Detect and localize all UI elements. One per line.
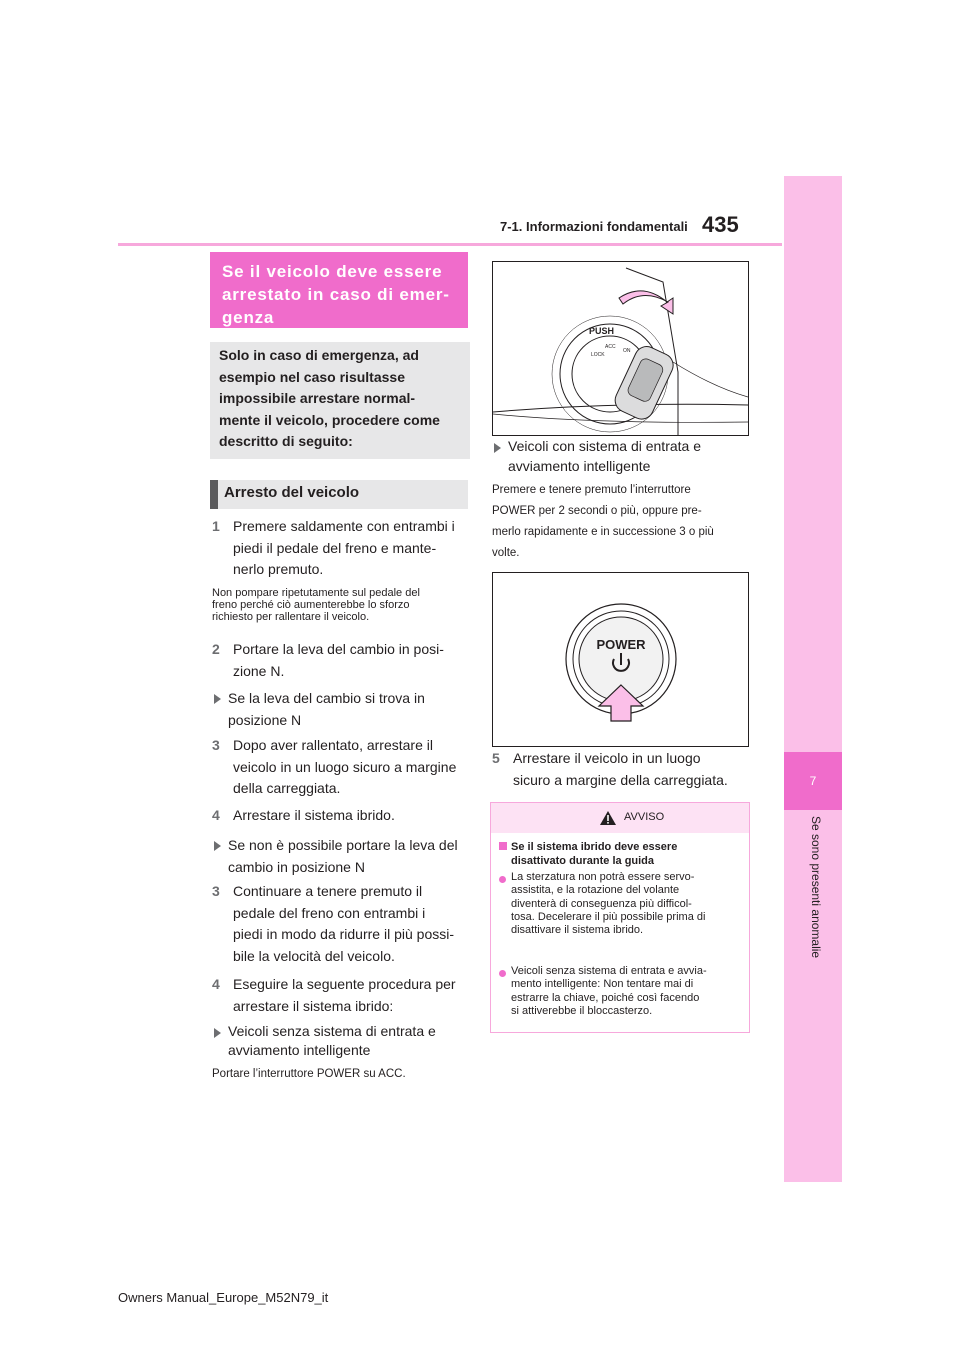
step-3a bbox=[212, 735, 470, 800]
note-line: POWER per 2 secondi o più, oppure pre- bbox=[492, 505, 702, 517]
subtitle-line: Se il sistema ibrido deve essere bbox=[511, 841, 678, 853]
note-line: merlo rapidamente e in successione 3 o più bbox=[492, 526, 714, 538]
lock-label: LOCK bbox=[591, 352, 605, 358]
step-line: Premere saldamente con entrambi i bbox=[233, 518, 455, 534]
step-line: Portare la leva del cambio in posi- bbox=[233, 641, 444, 657]
intro-line: esempio nel caso risultasse bbox=[219, 368, 405, 385]
ignition-key-illustration bbox=[493, 262, 748, 435]
bullet-lever-in-n bbox=[212, 688, 470, 731]
bullet-line: avviamento intelligente bbox=[508, 457, 651, 474]
step-5 bbox=[492, 748, 750, 791]
step-line: piedi il pedale del freno e mante- bbox=[233, 539, 437, 556]
step-number: 4 bbox=[212, 976, 220, 992]
heading-line: Se il veicolo deve essere bbox=[222, 262, 443, 281]
intro-box bbox=[210, 342, 470, 459]
step-line: Arrestare il veicolo in un luogo bbox=[513, 750, 701, 766]
step-number: 3 bbox=[212, 883, 220, 899]
step-line: sicuro a margine della carreggiata. bbox=[513, 771, 728, 788]
power-label: POWER bbox=[596, 637, 646, 652]
header-rule bbox=[118, 243, 782, 246]
bullet-without-smart-entry bbox=[212, 1022, 470, 1060]
ignition-key-figure bbox=[492, 261, 749, 436]
side-tab-band bbox=[784, 176, 842, 1182]
intro-line: impossibile arrestare normal- bbox=[219, 390, 416, 407]
bullet-line: Veicoli senza sistema di entrata e bbox=[228, 1023, 436, 1039]
step-line: Arrestare il sistema ibrido. bbox=[233, 807, 395, 823]
step-number: 1 bbox=[212, 518, 220, 534]
bullet-line: avviamento intelligente bbox=[228, 1042, 371, 1058]
heading-line: genza bbox=[222, 308, 275, 327]
subtitle-line: disattivato durante la guida bbox=[511, 855, 655, 867]
intro-line: descritto di seguito: bbox=[219, 433, 353, 450]
bullet-arrow-icon bbox=[214, 694, 221, 704]
step-line: pedale del freno con entrambi i bbox=[233, 904, 426, 921]
warning-subtitle bbox=[511, 840, 751, 868]
warning-line: assistita, e la rotazione del volante bbox=[511, 884, 680, 897]
chapter-tab[interactable]: 7 bbox=[784, 752, 842, 810]
section-title: 7-1. Informazioni fondamentali bbox=[500, 219, 688, 234]
bullet-arrow-icon bbox=[214, 841, 221, 851]
acc-label: ACC bbox=[605, 344, 616, 350]
warning-line: disattivare il sistema ibrido. bbox=[511, 924, 644, 937]
step-number: 2 bbox=[212, 641, 220, 657]
circle-bullet-icon bbox=[499, 970, 506, 977]
note-no-pumping bbox=[212, 587, 470, 623]
warning-line: mento intelligente: Non tentare mai di bbox=[511, 978, 694, 991]
bullet-arrow-icon bbox=[494, 443, 501, 453]
warning-box bbox=[490, 802, 750, 1033]
step-number: 3 bbox=[212, 737, 220, 753]
bullet-arrow-icon bbox=[214, 1028, 221, 1038]
step-2 bbox=[212, 639, 470, 682]
heading-line: arrestato in caso di emer- bbox=[222, 285, 450, 304]
step-4b bbox=[212, 974, 470, 1017]
bullet-line: posizione N bbox=[228, 711, 302, 728]
step-line: Eseguire la seguente procedura per bbox=[233, 976, 456, 992]
push-label: PUSH bbox=[589, 326, 615, 336]
stop-vehicle-heading: Arresto del veicolo bbox=[210, 480, 468, 509]
step-line: veicolo in un luogo sicuro a margine bbox=[233, 758, 457, 775]
bullet-with-smart-entry bbox=[492, 437, 750, 476]
power-button-figure bbox=[492, 572, 749, 747]
step-number: 4 bbox=[212, 807, 220, 823]
intro-line: Solo in caso di emergenza, ad bbox=[219, 347, 419, 363]
warning-item-key bbox=[511, 965, 741, 1018]
note-line: richiesto per rallentare il veicolo. bbox=[212, 611, 370, 623]
chapter-title: Se sono presenti anomalie bbox=[809, 816, 823, 959]
bullet-line: Se non è possibile portare la leva del bbox=[228, 837, 458, 853]
step-line: zione N. bbox=[233, 662, 285, 679]
note-line: freno perché ciò aumenterebbe lo sforzo bbox=[212, 599, 410, 611]
warning-line: La sterzatura non potrà essere servo- bbox=[511, 871, 695, 883]
warning-item-steering bbox=[511, 871, 741, 937]
step-line: della carreggiata. bbox=[233, 780, 341, 797]
warning-line: Veicoli senza sistema di entrata e avvia- bbox=[511, 965, 707, 977]
bullet-line: Veicoli con sistema di entrata e bbox=[508, 438, 701, 454]
bullet-lever-not-n bbox=[212, 835, 470, 878]
step-line: Dopo aver rallentato, arrestare il bbox=[233, 737, 433, 753]
warning-line: si attiverebbe il bloccasterzo. bbox=[511, 1004, 653, 1017]
step-3b bbox=[212, 881, 470, 967]
step-line: Continuare a tenere premuto il bbox=[233, 883, 423, 899]
note-acc: Portare l’interruttore POWER su ACC. bbox=[212, 1068, 406, 1080]
page-number: 435 bbox=[702, 212, 739, 237]
note-line: Non pompare ripetutamente sul pedale del bbox=[212, 587, 420, 599]
intro-line: mente il veicolo, procedere come bbox=[219, 411, 440, 428]
on-label: ON bbox=[623, 348, 631, 354]
warning-line: diventerà di conseguenza più difficol- bbox=[511, 897, 692, 910]
step-line: arrestare il sistema ibrido: bbox=[233, 997, 394, 1014]
bullet-line: cambio in posizione N bbox=[228, 858, 365, 875]
step-line: piedi in modo da ridurre il più possi- bbox=[233, 926, 454, 943]
warning-line: estrarre la chiave, poiché così facendo bbox=[511, 991, 700, 1004]
warning-title: AVVISO bbox=[624, 811, 665, 823]
bullet-line: Se la leva del cambio si trova in bbox=[228, 690, 425, 706]
power-button-illustration bbox=[493, 573, 748, 746]
step-1 bbox=[212, 516, 470, 581]
footer-doc-id: Owners Manual_Europe_M52N79_it bbox=[118, 1290, 329, 1305]
note-line: Premere e tenere premuto l’interruttore bbox=[492, 484, 691, 496]
emergency-heading bbox=[210, 252, 468, 328]
circle-bullet-icon bbox=[499, 876, 506, 883]
square-bullet-icon bbox=[499, 842, 507, 850]
note-line: volte. bbox=[492, 547, 520, 559]
step-line: nerlo premuto. bbox=[233, 561, 324, 578]
warning-header bbox=[491, 803, 749, 833]
warning-line: tosa. Decelerare il più possibile prima di bbox=[511, 910, 706, 923]
step-4a bbox=[212, 805, 470, 827]
step-number: 5 bbox=[492, 750, 500, 766]
warning-triangle-icon bbox=[599, 810, 617, 826]
step-line: bile la velocità del veicolo. bbox=[233, 947, 395, 964]
note-press-power bbox=[492, 480, 750, 564]
